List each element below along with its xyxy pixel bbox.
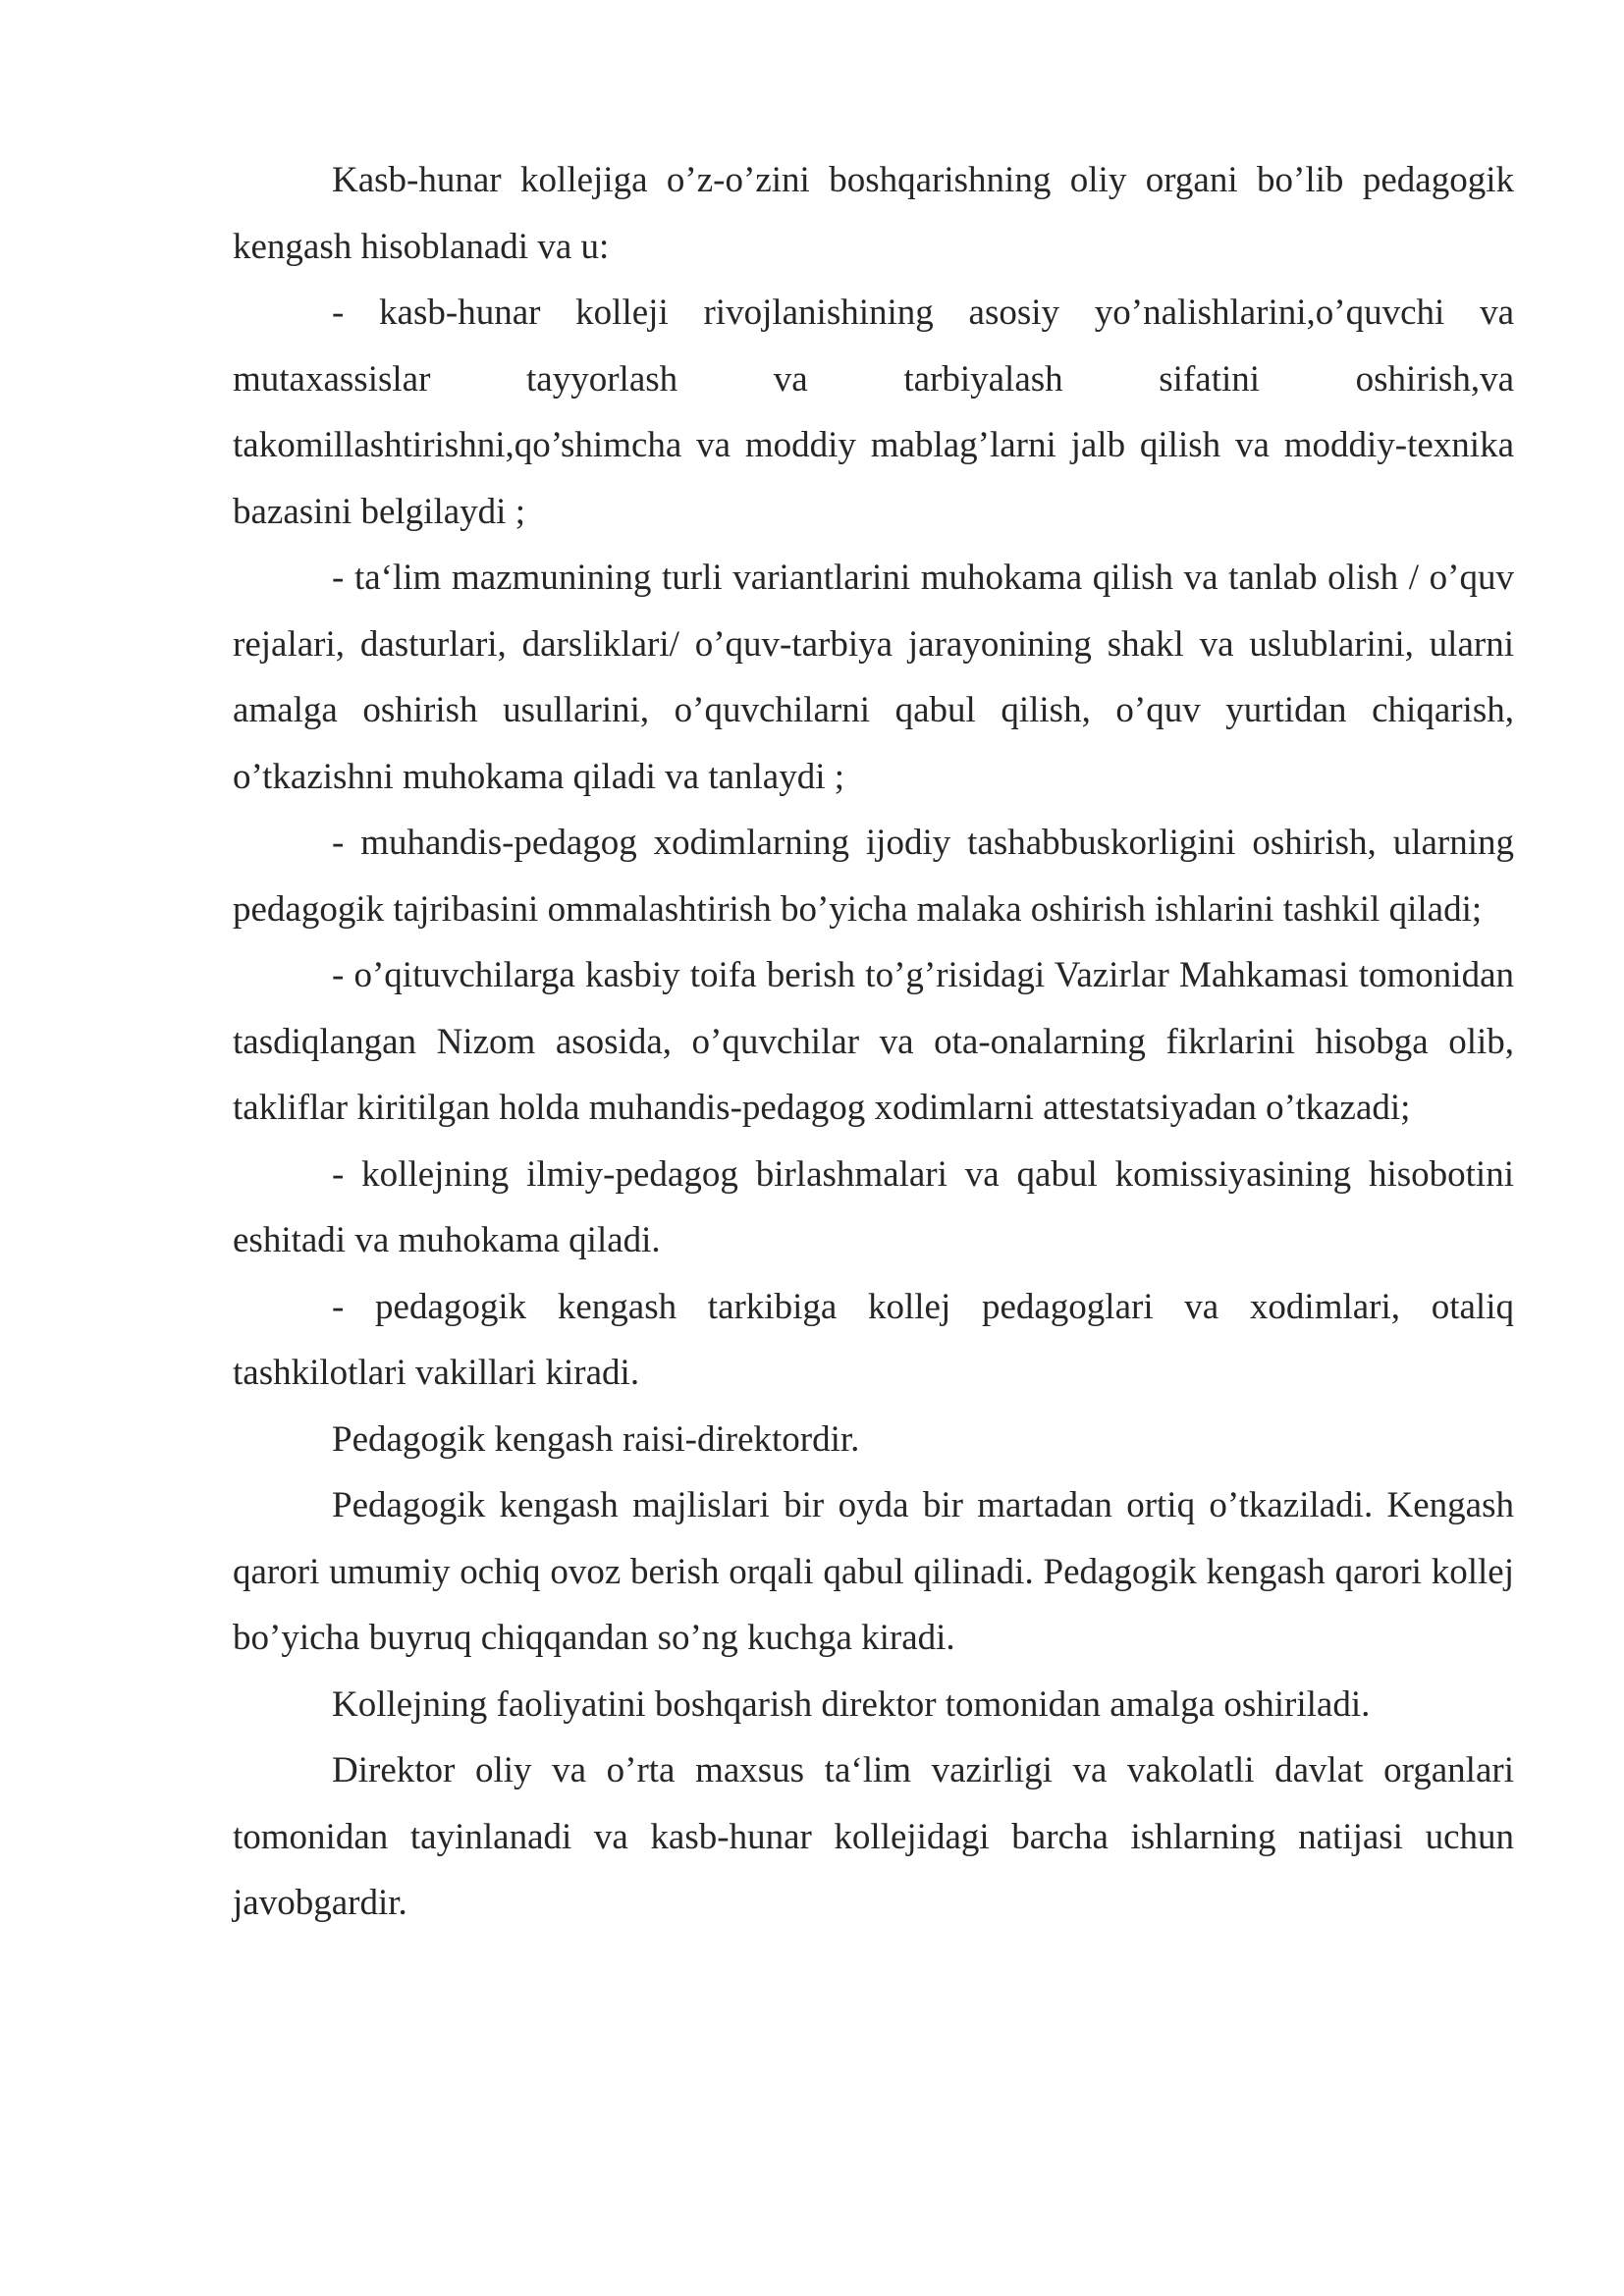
paragraph-meetings: Pedagogik kengash majlislari bir oyda bir martadan ortiq o’tkaziladi. Kengash qarori umumiy ochiq ovoz berish orqali qabul qilinadi. Pedagogik kengash qarori kollej bo’yicha buyruq chiqqandan so’ng kuchga kiradi. xyxy=(233,1485,1514,1658)
paragraph-list-item: - kasb-hunar kolleji rivojlanishining asosiy yo’nalishlarini,o’quvchi va mutaxassislar tayyorlash va tarbiyalash sifatini oshirish,va takomillashtirishni,qo’shimcha va moddiy mablag’larni jalb qilish va moddiy-texnika bazasini belgilaydi ; xyxy=(233,293,1514,532)
document-body xyxy=(233,147,1514,1937)
paragraph-list-item: - ta‘lim mazmunining turli variantlarini muhokama qilish va tanlab olish / o’quv rejalari, dasturlari, darsliklari/ o’quv-tarbiya jarayonining shakl va uslublarini, ularni amalga oshirish usullarini, o’quvchilarni qabul qilish, o’quv yurtidan chiqarish, o’tkazishni muhokama qiladi va tanlaydi ; xyxy=(233,558,1514,797)
paragraph-list-item: - pedagogik kengash tarkibiga kollej pedagoglari va xodimlari, otaliq tashkilotlari vakillari kiradi. xyxy=(233,1286,1514,1393)
paragraph-management: Kollejning faoliyatini boshqarish direktor tomonidan amalga oshiriladi. xyxy=(332,1683,1371,1725)
paragraph-chair: Pedagogik kengash raisi-direktordir. xyxy=(332,1418,860,1460)
paragraph-director: Direktor oliy va o’rta maxsus ta‘lim vazirligi va vakolatli davlat organlari tomonidan tayinlanadi va kasb-hunar kollejidagi barcha ishlarning natijasi uchun javobgardir. xyxy=(233,1750,1514,1923)
paragraph-intro: Kasb-hunar kollejiga o’z-o’zini boshqarishning oliy organi bo’lib pedagogik kengash hisoblanadi va u: xyxy=(233,160,1514,267)
paragraph-list-item: - muhandis-pedagog xodimlarning ijodiy tashabbuskorligini oshirish, ularning pedagogik tajribasini ommalashtirish bo’yicha malaka oshirish ishlarini tashkil qiladi; xyxy=(233,823,1514,930)
paragraph-list-item: - kollejning ilmiy-pedagog birlashmalari va qabul komissiyasining hisobotini eshitadi va muhokama qiladi. xyxy=(233,1153,1514,1260)
paragraph-list-item: - o’qituvchilarga kasbiy toifa berish to’g’risidagi Vazirlar Mahkamasi tomonidan tasdiqlangan Nizom asosida, o’quvchilar va ota-onalarning fikrlarini hisobga olib, takliflar kiritilgan holda muhandis-pedagog xodimlarni attestatsiyadan o’tkazadi; xyxy=(233,955,1514,1128)
